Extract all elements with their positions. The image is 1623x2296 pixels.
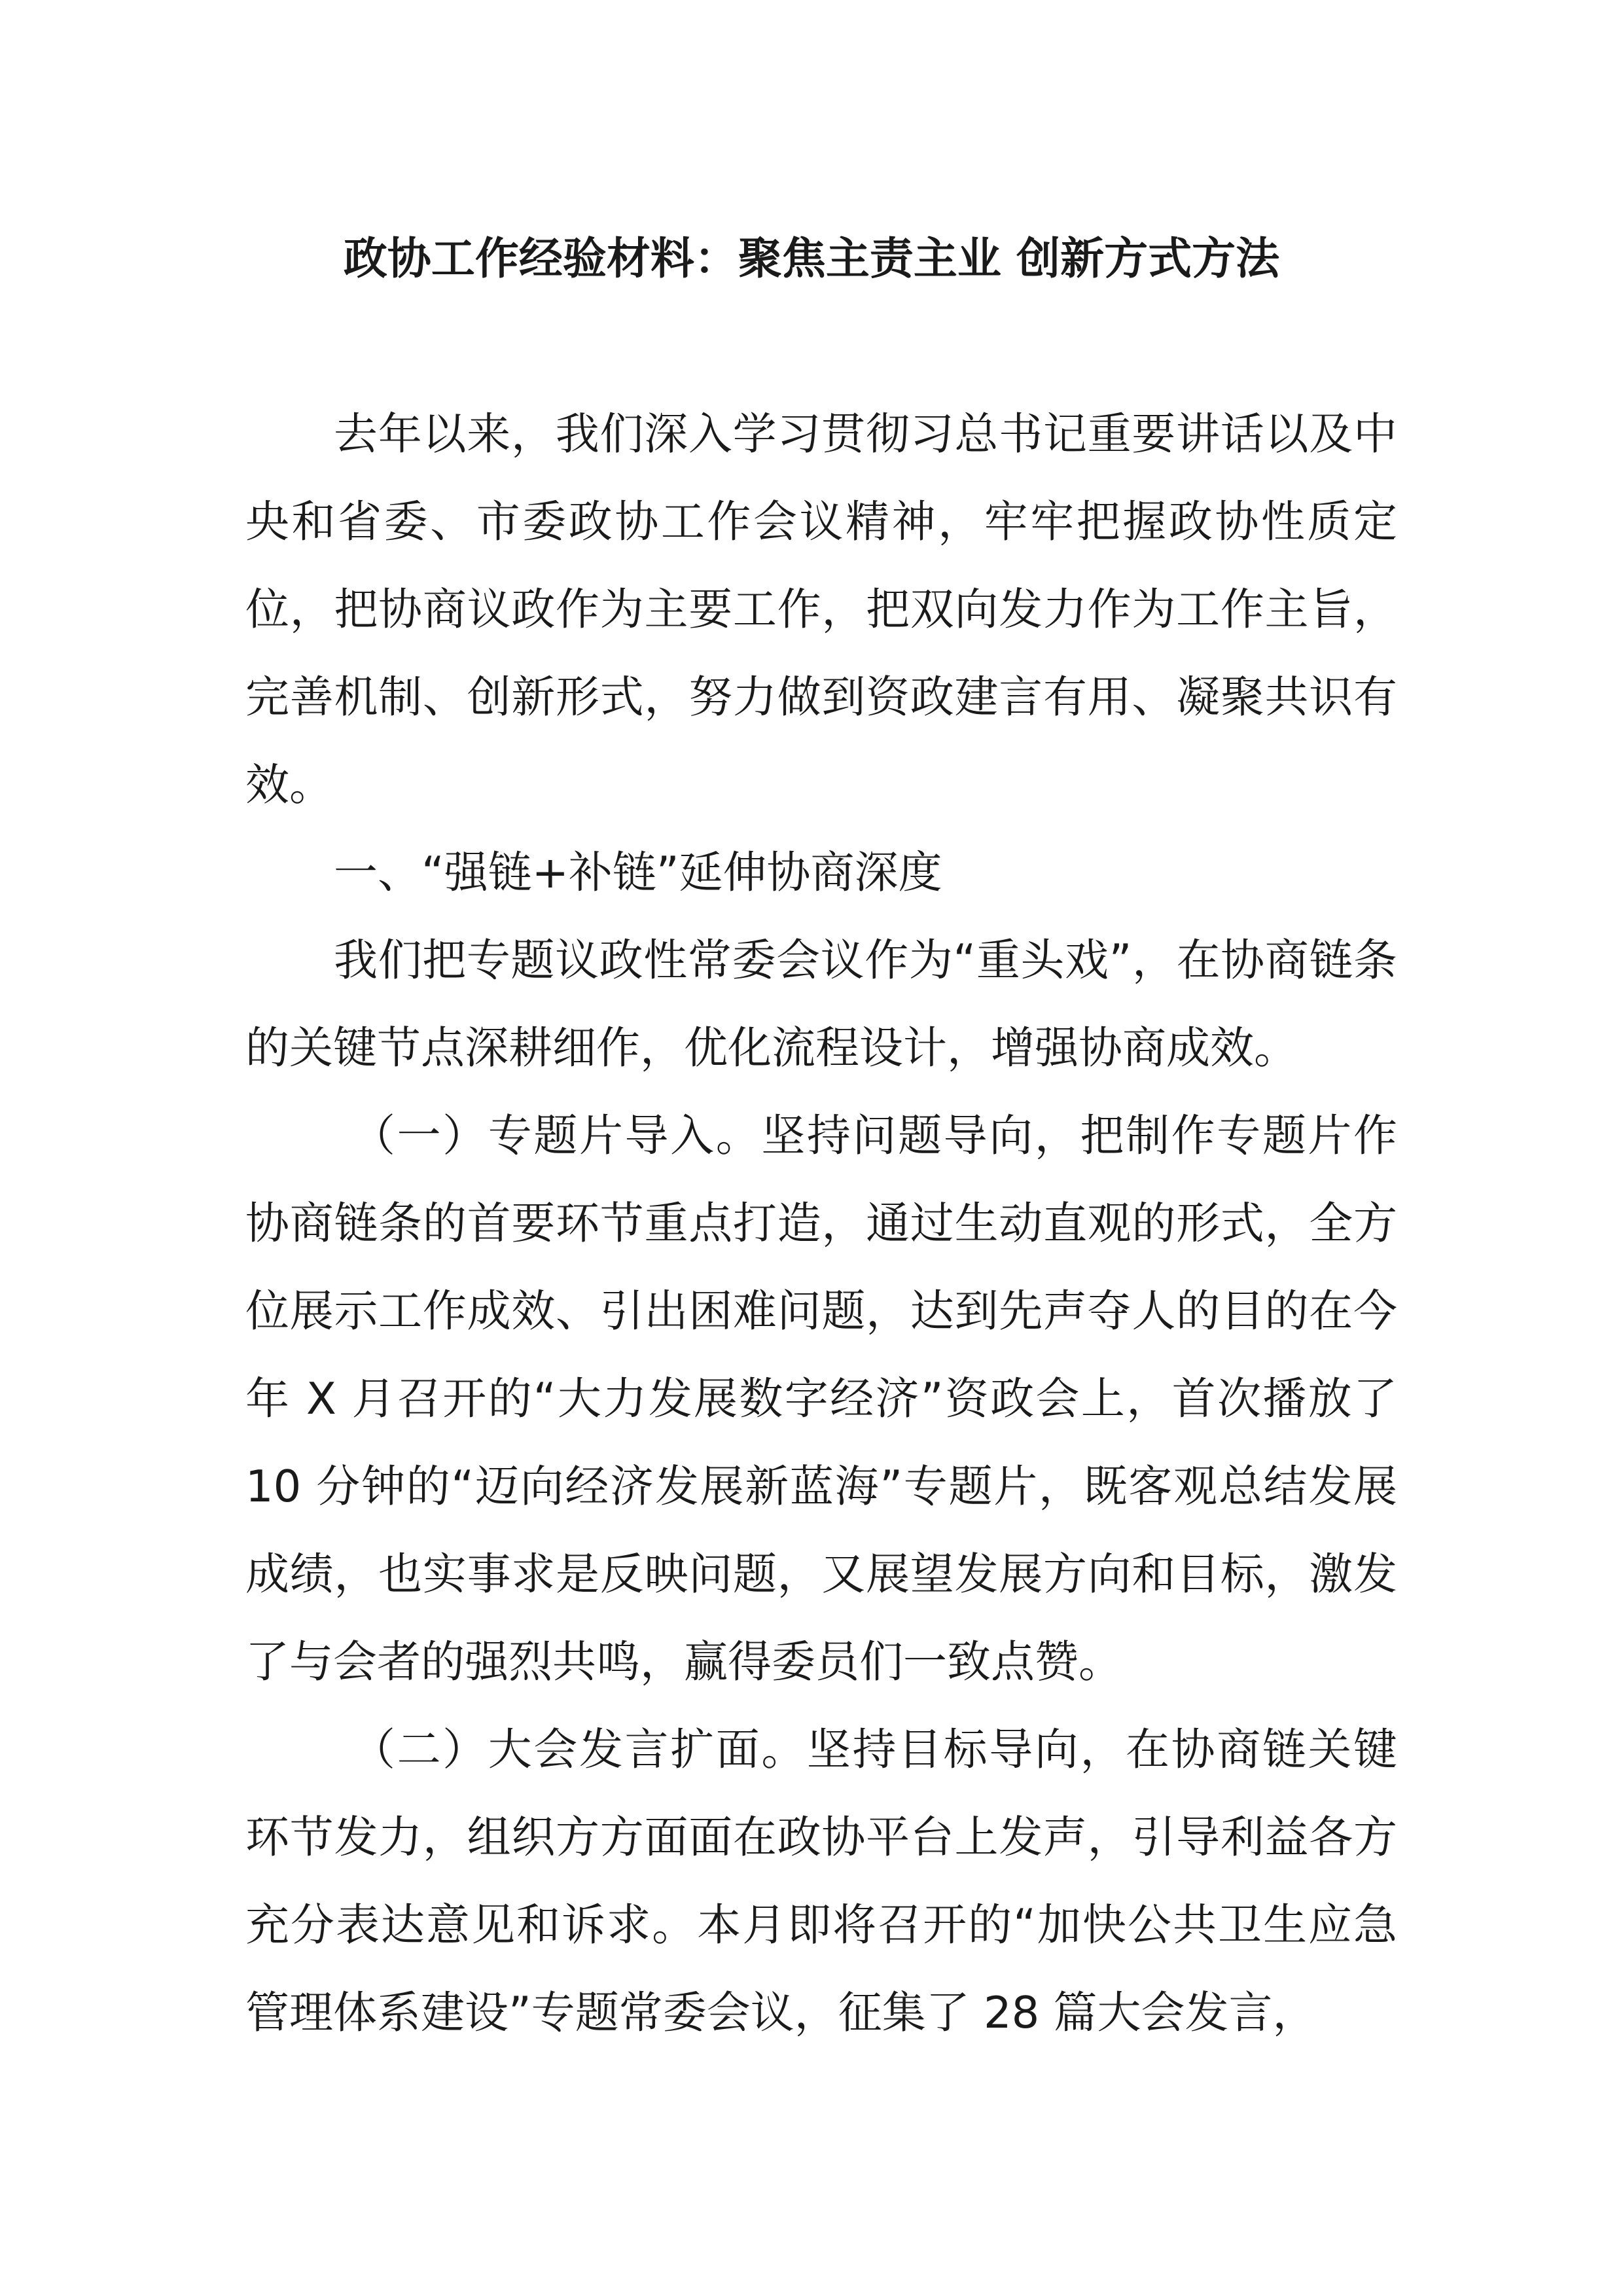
document-body bbox=[245, 390, 1397, 2056]
intro-paragraph: 去年以来，我们深入学习贯彻习总书记重要讲话以及中央和省委、市委政协工作会议精神，牢牢把握政协性质定位，把协商议政作为主要工作，把双向发力作为工作主旨，完善机制、创新形式，努力做到资政建言有用、凝聚共识有效。 bbox=[245, 408, 1397, 810]
subsection-1-paragraph: （一）专题片导入。坚持问题导向，把制作专题片作协商链条的首要环节重点打造，通过生动直观的形式，全方位展示工作成效、引出困难问题，达到先声夺人的目的在今年 X 月召开的“大力发展数字经济”资政会上，首次播放了 10 分钟的“迈向经济发展新蓝海”专题片，既客观总结发展成绩，也实事求是反映问题，又展望发展方向和目标，激发了与会者的强烈共鸣，赢得委员们一致点赞。 bbox=[245, 1110, 1397, 1687]
subsection-2-paragraph: （二）大会发言扩面。坚持目标导向，在协商链关键环节发力，组织方方面面在政协平台上发声，引导利益各方充分表达意见和诉求。本月即将召开的“加快公共卫生应急管理体系建设”专题常委会议，征集了 28 篇大会发言， bbox=[245, 1724, 1397, 2038]
document-title: 政协工作经验材料：聚焦主责主业 创新方式方法 bbox=[343, 233, 1280, 284]
section-heading-1: 一、“强链+补链”延伸协商深度 bbox=[334, 847, 942, 898]
section-1-paragraph: 我们把专题议政性常委会议作为“重头戏”，在协商链条的关键节点深耕细作，优化流程设计，增强协商成效。 bbox=[245, 935, 1397, 1073]
